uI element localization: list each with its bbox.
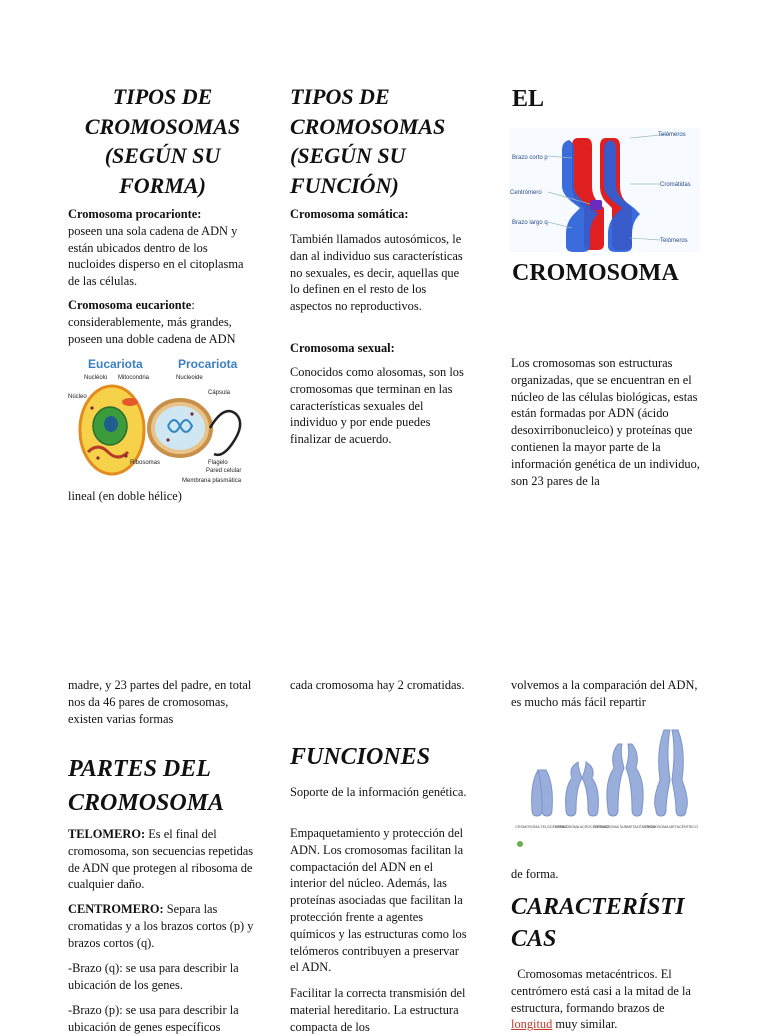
centromere-mark xyxy=(590,200,602,210)
longitud-link[interactable]: longitud xyxy=(511,1017,553,1032)
col3-continuation: volvemos a la comparación del ADN, es mucho más fácil repartir xyxy=(511,678,698,709)
centromero-text: Separa las cromatidas y a los brazos cortos (p) y brazos cortos (q). xyxy=(68,902,254,950)
col2-title: TIPOS DE CROMOSOMAS (SEGÚN SU FUNCIÓN) xyxy=(290,84,446,198)
telomero-paragraph xyxy=(68,826,258,893)
label-mitocondria: Mitocondria xyxy=(118,375,150,381)
label-nucleoide: Nucleoide xyxy=(176,375,203,381)
label-ribosomas: Ribosomas xyxy=(130,460,161,466)
col3-title-top: EL xyxy=(512,86,545,112)
telomero-text: Es el final del cromosoma, son secuencias repetidas de ADN que protegen al ribosoma de cualquier daño. xyxy=(68,827,254,892)
brazo-q-paragraph: -Brazo (q): se usa para describir la ubicación de los genes. xyxy=(68,961,239,992)
col2-continuation: cada cromosoma hay 2 cromatidas. xyxy=(290,678,465,692)
caracteristicas-text-b: muy similar. xyxy=(552,1017,618,1032)
label-centromero: Centrómero xyxy=(510,190,542,196)
label-pared-celular: Pared celular xyxy=(206,468,242,474)
caracteristicas-text xyxy=(511,966,701,1033)
col1-title: TIPOS DE CROMOSOMAS (SEGÚN SU FORMA) xyxy=(84,84,241,198)
label-submetacentrico: CROMOSOMA SUBMETACÉNTRICO xyxy=(594,825,656,829)
procarionte-paragraph xyxy=(68,206,258,290)
label-acrocentrico: CROMOSOMA ACROCÉNTRICO xyxy=(554,825,610,829)
funcion-2: Empaquetamiento y protección del ADN. Los cromosomas facilitan la compactación del ADN en el interior del núcleo. Además, las proteínas asociadas que facilitan la protección frente a agentes químicos y las estructuras como los telómeros contribuyen a preservar el ADN. xyxy=(290,826,467,975)
label-metacentrico: CROMOSOMA METACÉNTRICO xyxy=(644,825,698,829)
label-nucleolo: Nucléolo xyxy=(84,375,108,381)
col3-forma: de forma. xyxy=(511,867,559,881)
label-brazo-corto: Brazo corto p xyxy=(512,155,548,161)
funcion-1: Soporte de la información genética. xyxy=(290,785,467,799)
somatica-text: También llamados autosómicos, le dan al individuo sus características no sexuales, es decir, aquellas que lo definen en el resto de los aspectos no reproductivos. xyxy=(290,232,463,314)
label-telocentrico: CROMOSOMA TELOCÉNTRICO xyxy=(515,825,569,829)
sexual-term: Cromosoma sexual: xyxy=(290,341,395,355)
eucarionte-term: Cromosoma eucarionte xyxy=(68,298,192,312)
col1-continuation: madre, y 23 partes del padre, en total nos da 46 pares de cromosomas, existen varias formas xyxy=(68,678,252,726)
cell-comparison-figure xyxy=(68,348,250,488)
funciones-title: FUNCIONES xyxy=(290,744,431,770)
eukaryote-title: Eucariota xyxy=(88,357,143,371)
partes-title: PARTES DEL CROMOSOMA xyxy=(68,756,225,816)
label-capsula: Cápsula xyxy=(208,390,231,396)
prokaryote-title: Procariota xyxy=(178,357,238,371)
prokaryote-cell xyxy=(149,400,240,456)
col3-intro: Los cromosomas son estructuras organizadas, que se encuentran en el núcleo de las células biológicas, estas están formadas por ADN (ácido desoxirribonucleico) y proteínas que contienen la mayor parte de la información genética de un individuo, son 23 pares de la xyxy=(511,356,700,488)
label-cromatidas: Cromátidas xyxy=(660,182,691,188)
label-nucleo: Núcleo xyxy=(68,394,87,400)
centromero-paragraph xyxy=(68,901,258,951)
centromero-term: CENTROMERO: xyxy=(68,902,164,916)
sexual-text: Conocidos como alosomas, son los cromosomas que terminan en las características sexuales del individuo y por ende puedes finalizar de acuerdo. xyxy=(290,365,464,447)
source-logo xyxy=(517,841,523,847)
label-membrana: Membrana plasmática xyxy=(182,478,242,484)
caracteristicas-text-a: Cromosomas metacéntricos. El centrómero está casi a la mitad de la estructura, formando brazos de xyxy=(511,967,691,1015)
telomero-term: TELOMERO: xyxy=(68,827,146,841)
label-telomeros-top: Telómeros xyxy=(658,132,686,138)
eucarionte-paragraph xyxy=(68,297,258,347)
telocentric-chromosome xyxy=(532,770,553,816)
eucarionte-tail: lineal (en doble hélice) xyxy=(68,489,182,503)
procarionte-text: poseen una sola cadena de ADN y están ubicados dentro de los nucloides disperso en el citoplasma de las células. xyxy=(68,223,244,289)
eucarionte-text: : considerablemente, más grandes, poseen una doble cadena de ADN xyxy=(68,298,236,346)
label-telomeros-bottom: Telómeros xyxy=(660,238,688,244)
label-brazo-largo: Brazo largo q xyxy=(512,220,548,226)
brazo-p-paragraph: -Brazo (p): se usa para describir la ubicación de genes específicos xyxy=(68,1003,239,1034)
chromosome-anatomy-figure xyxy=(510,128,700,252)
col3-title-bottom: CROMOSOMA xyxy=(512,260,679,286)
funcion-3: Facilitar la correcta transmisión del material hereditario. La estructura compacta de los xyxy=(290,986,466,1034)
chromosome-types-figure xyxy=(514,722,698,854)
label-flagelo: Flagelo xyxy=(208,460,228,466)
somatica-term: Cromosoma somática: xyxy=(290,207,409,221)
procarionte-term: Cromosoma procarionte: xyxy=(68,207,202,221)
caracteristicas-title: CARACTERÍSTICAS xyxy=(511,894,685,952)
